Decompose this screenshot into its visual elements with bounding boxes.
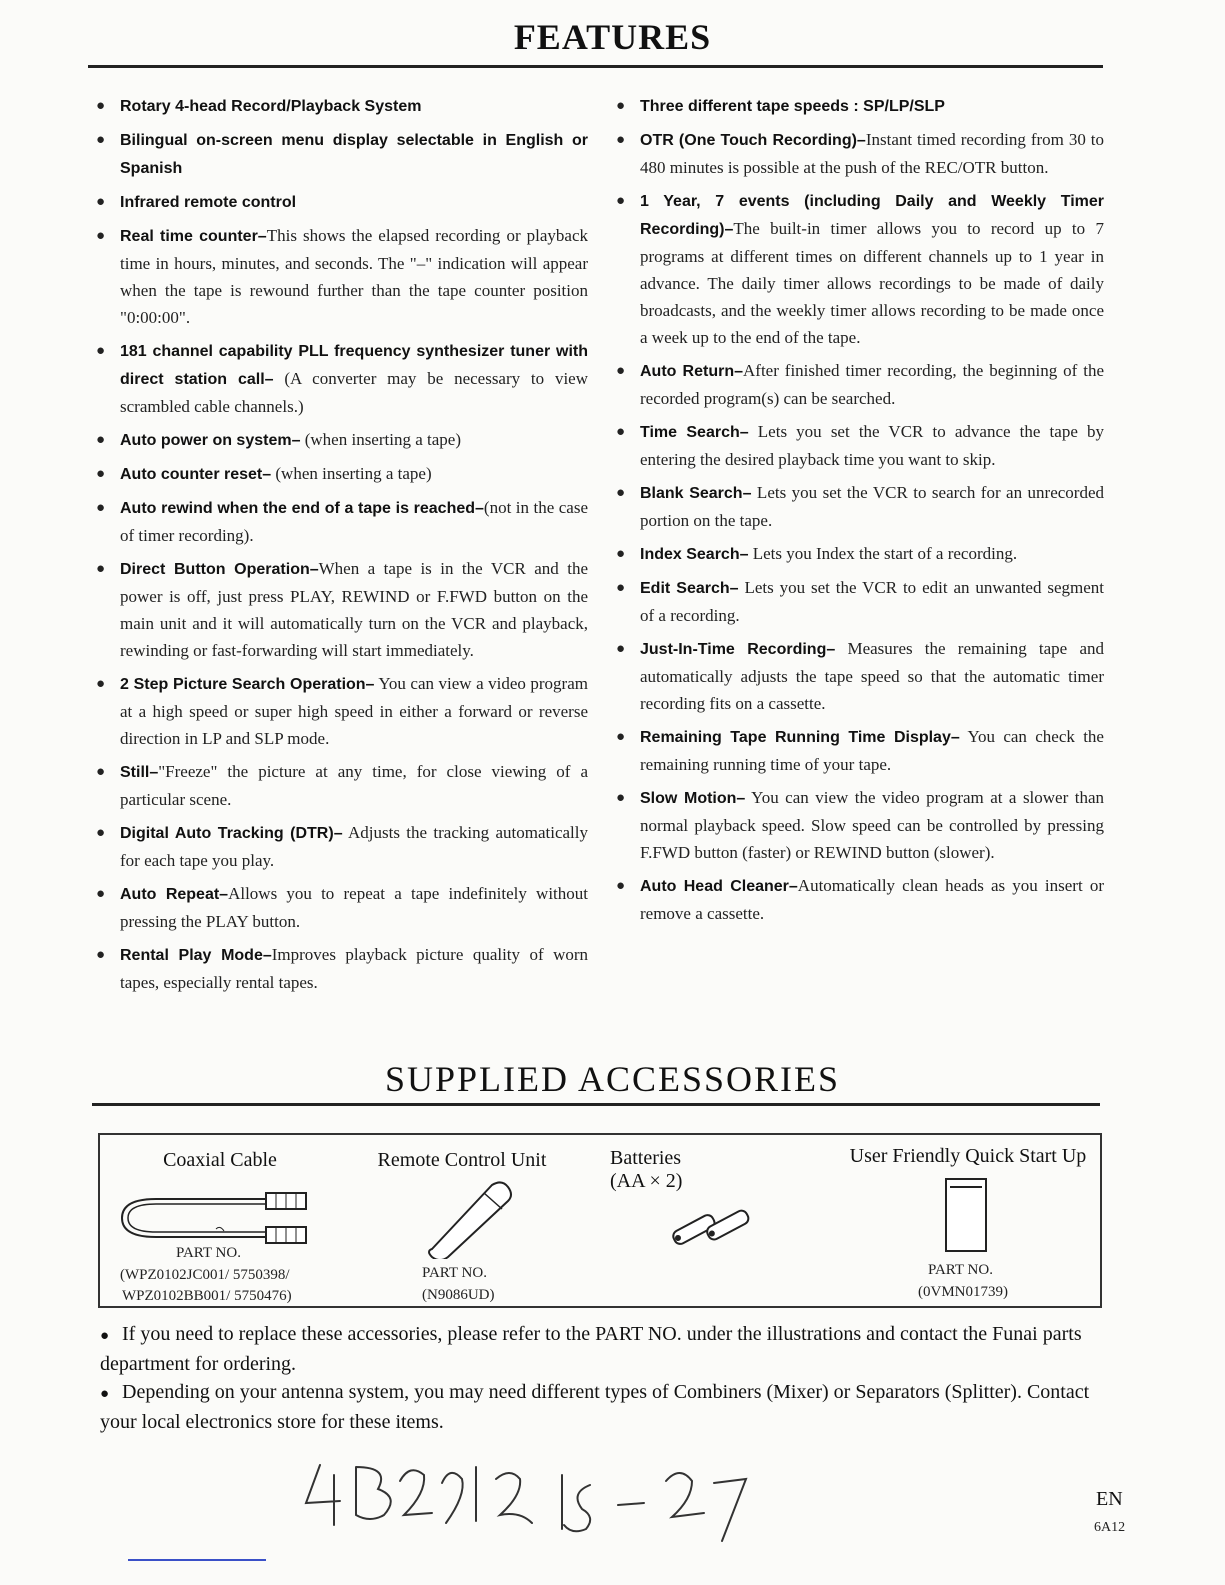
accessories-box — [98, 1133, 1102, 1308]
feature-heading: Auto rewind when the end of a tape is reached– — [120, 500, 484, 517]
feature-description: Allows you to repeat a tape indefinitely without pressing the PLAY button. — [120, 884, 588, 931]
feature-description: You can view the video program at a slower than normal playback speed. Slow speed can be controlled by pressing F.FWD button (faster) or REWIND button (slower). — [640, 788, 1104, 862]
batteries-icon — [660, 1205, 760, 1255]
note-replace-accessories: ● If you need to replace these accessories, please refer to the PART NO. under the illustrations and contact the Funai parts department for ordering. — [100, 1323, 1082, 1375]
feature-item — [88, 126, 588, 182]
feature-item — [608, 92, 1104, 120]
features-rule — [88, 65, 1103, 68]
feature-item — [608, 357, 1104, 412]
feature-heading: Bilingual on-screen menu display selectable in English or Spanish — [120, 132, 588, 177]
feature-heading: Auto Head Cleaner– — [640, 878, 798, 895]
feature-heading: Edit Search– — [640, 580, 739, 597]
bullet-icon: ● — [616, 545, 626, 562]
feature-heading: Rotary 4-head Record/Playback System — [120, 98, 422, 115]
feature-description: This shows the elapsed recording or playback time in hours, minutes, and seconds. The "–" indication will appear when the tape is rewound further than the tape counter position "0:00:00". — [120, 226, 589, 327]
remote-control-icon — [422, 1179, 522, 1259]
feature-heading: Direct Button Operation– — [120, 561, 319, 578]
feature-heading: 1 Year, 7 events (including Daily and Weekly Timer Recording)– — [640, 193, 1104, 238]
bullet-icon: ● — [616, 789, 626, 806]
feature-heading: Still– — [120, 764, 159, 781]
feature-heading: 181 channel capability PLL frequency synthesizer tuner with direct station call– — [120, 343, 588, 388]
feature-heading: Time Search– — [640, 424, 749, 441]
features-right-column — [608, 92, 1104, 933]
feature-item — [608, 635, 1104, 717]
feature-description: (when inserting a tape) — [271, 464, 432, 483]
bullet-icon: ● — [616, 131, 626, 148]
feature-description: Lets you set the VCR to advance the tape by entering the desired playback time you want to skip. — [640, 422, 1105, 469]
bullet-icon: ● — [616, 877, 626, 894]
coaxial-cable-part-no: (WPZ0102JC001/ 5750398/ — [120, 1267, 290, 1283]
feature-item — [88, 880, 588, 935]
feature-description: When a tape is in the VCR and the power is off, just press PLAY, REWIND or F.FWD button on the main unit and it will automatically turn on the VCR and playback, rewinding or fast-forwarding will start immediately. — [120, 559, 588, 660]
feature-item — [88, 426, 588, 454]
feature-description: (A converter may be necessary to view scrambled cable channels.) — [120, 369, 588, 416]
bullet-icon: ● — [616, 97, 626, 114]
bullet-icon: ● — [96, 824, 106, 841]
quick-start-guide-icon — [942, 1175, 992, 1255]
bullet-icon: ● — [616, 640, 626, 657]
bullet-icon: ● — [96, 499, 106, 516]
quick-start-label: User Friendly Quick Start Up — [849, 1145, 1087, 1167]
quick-start-part-label: PART NO. — [928, 1262, 993, 1278]
feature-item — [608, 723, 1104, 778]
feature-heading: Auto power on system– — [120, 432, 301, 449]
bullet-icon: ● — [100, 1385, 110, 1402]
bullet-icon: ● — [96, 193, 106, 210]
feature-heading: 2 Step Picture Search Operation– — [120, 676, 375, 693]
bullet-icon: ● — [96, 885, 106, 902]
bullet-icon: ● — [96, 560, 106, 577]
feature-description: Instant timed recording from 30 to 480 minutes is possible at the push of the REC/OTR button. — [640, 130, 1105, 177]
feature-item — [608, 872, 1104, 927]
feature-item — [88, 941, 588, 996]
accessories-rule — [92, 1103, 1100, 1106]
feature-description: Lets you set the VCR to edit an unwanted segment of a recording. — [640, 578, 1105, 625]
feature-item — [88, 460, 588, 488]
remote-control-part-label: PART NO. — [422, 1265, 487, 1281]
bullet-icon: ● — [616, 192, 626, 209]
language-code: EN — [1096, 1488, 1123, 1510]
bullet-icon: ● — [96, 97, 106, 114]
feature-item — [88, 670, 588, 752]
bottom-line — [128, 1559, 266, 1561]
feature-item — [608, 784, 1104, 866]
feature-description: Adjusts the tracking automatically for each tape you play. — [120, 823, 588, 870]
handwritten-note-icon — [300, 1445, 800, 1555]
feature-description: After finished timer recording, the beginning of the recorded program(s) can be searched. — [640, 361, 1105, 408]
bullet-icon: ● — [96, 342, 106, 359]
feature-heading: Auto Return– — [640, 363, 743, 380]
feature-heading: Blank Search– — [640, 485, 752, 502]
feature-heading: Auto counter reset– — [120, 466, 272, 483]
feature-description: Improves playback picture quality of worn tapes, especially rental tapes. — [120, 945, 589, 992]
feature-description: Measures the remaining tape and automatically adjusts the tape speed so that the automatic timer recording fits on a cassette. — [640, 639, 1104, 713]
batteries-label: Batteries — [610, 1147, 682, 1169]
remote-control-label: Remote Control Unit — [377, 1149, 547, 1171]
bullet-icon: ● — [96, 227, 106, 244]
feature-item — [88, 92, 588, 120]
feature-item — [88, 555, 588, 664]
feature-description: (when inserting a tape) — [300, 430, 461, 449]
feature-heading: Real time counter– — [120, 228, 267, 245]
feature-item — [608, 187, 1104, 351]
feature-description: Automatically clean heads as you insert or remove a cassette. — [640, 876, 1104, 923]
feature-description: "Freeze" the picture at any time, for close viewing of a particular scene. — [120, 762, 588, 809]
bullet-icon: ● — [616, 579, 626, 596]
bullet-icon: ● — [96, 763, 106, 780]
batteries-count: (AA × 2) — [610, 1170, 683, 1192]
page-code: 6A12 — [1094, 1520, 1126, 1535]
bullet-icon: ● — [96, 946, 106, 963]
feature-heading: Index Search– — [640, 546, 749, 563]
bullet-icon: ● — [616, 423, 626, 440]
feature-heading: Three different tape speeds : SP/LP/SLP — [640, 98, 945, 115]
bullet-icon: ● — [96, 465, 106, 482]
feature-item — [88, 337, 588, 420]
feature-item — [88, 758, 588, 813]
feature-description: You can check the remaining running time of your tape. — [640, 727, 1104, 774]
quick-start-part-no: (0VMN01739) — [918, 1284, 1008, 1300]
feature-description: You can view a video program at a high speed or super high speed in either a forward or reverse direction in LP and SLP mode. — [120, 674, 588, 748]
feature-heading: OTR (One Touch Recording)– — [640, 132, 866, 149]
feature-item — [88, 188, 588, 216]
feature-item — [608, 126, 1104, 181]
feature-item — [88, 819, 588, 874]
feature-item — [88, 494, 588, 549]
bullet-icon: ● — [96, 431, 106, 448]
feature-description: (not in the case of timer recording). — [120, 498, 588, 545]
bullet-icon: ● — [96, 675, 106, 692]
feature-item — [608, 418, 1104, 473]
coaxial-cable-icon — [116, 1187, 326, 1249]
feature-heading: Just-In-Time Recording– — [640, 641, 836, 658]
feature-heading: Slow Motion– — [640, 790, 746, 807]
feature-heading: Auto Repeat– — [120, 886, 229, 903]
coaxial-cable-label: Coaxial Cable — [163, 1149, 277, 1171]
note-antenna-system: ● Depending on your antenna system, you may need different types of Combiners (Mixer) or Separators (Splitter). Contact your local electronics store for these items. — [100, 1381, 1090, 1433]
bullet-icon: ● — [96, 131, 106, 148]
feature-description: Lets you set the VCR to search for an unrecorded portion on the tape. — [640, 483, 1105, 530]
feature-item — [608, 540, 1104, 568]
features-left-column — [88, 92, 588, 1002]
remote-control-part-no: (N9086UD) — [422, 1287, 495, 1303]
feature-item — [608, 574, 1104, 629]
feature-description: Lets you Index the start of a recording. — [748, 544, 1018, 563]
bullet-icon: ● — [616, 362, 626, 379]
feature-heading: Infrared remote control — [120, 194, 297, 211]
bullet-icon: ● — [100, 1327, 110, 1344]
feature-item — [88, 222, 588, 331]
feature-heading: Digital Auto Tracking (DTR)– — [120, 825, 343, 842]
feature-heading: Rental Play Mode– — [120, 947, 272, 964]
coaxial-cable-part-label: PART NO. — [176, 1245, 241, 1261]
coaxial-cable-part-no-2: WPZ0102BB001/ 5750476) — [122, 1288, 292, 1304]
feature-heading: Remaining Tape Running Time Display– — [640, 729, 960, 746]
bullet-icon: ● — [616, 484, 626, 501]
features-title: FEATURES — [513, 17, 712, 57]
bullet-icon: ● — [616, 728, 626, 745]
feature-description: The built-in timer allows you to record up to 7 programs at different times on different channels up to 1 year in advance. The daily timer allows recordings to be made of daily broadcasts, and the weekly timer allows recording to be made once a week up to the end of the tape. — [640, 219, 1104, 347]
accessories-title: SUPPLIED ACCESSORIES — [384, 1059, 841, 1099]
feature-item — [608, 479, 1104, 534]
